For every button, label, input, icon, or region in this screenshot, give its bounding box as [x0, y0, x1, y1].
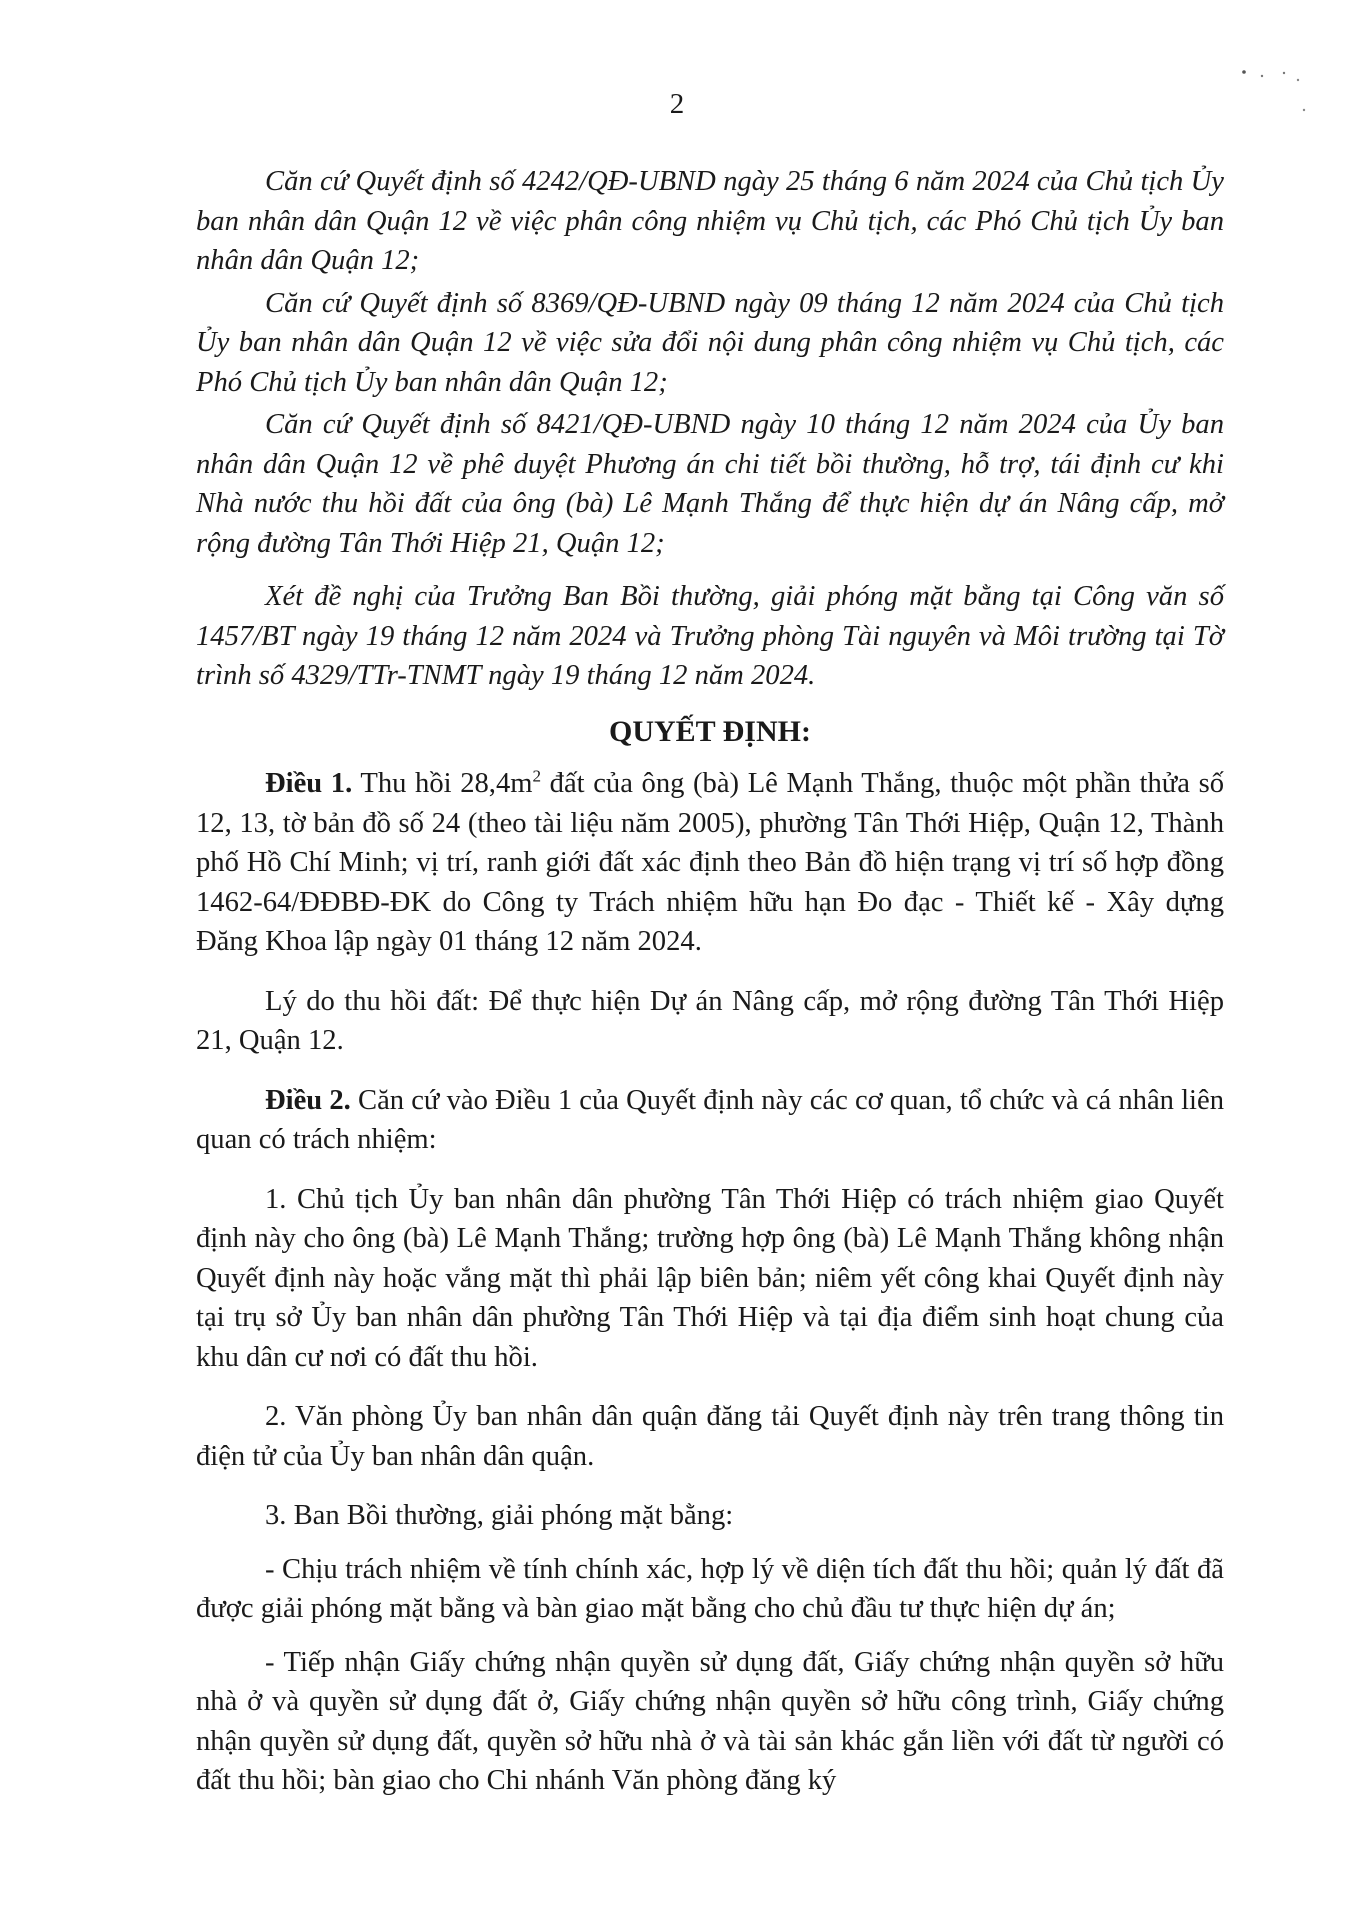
document-body — [196, 162, 1224, 1804]
decision-heading: QUYẾT ĐỊNH: — [609, 714, 811, 748]
article-2-item: 3. Ban Bồi thường, giải phóng mặt bằng: — [265, 1500, 734, 1531]
page-number: 2 — [669, 88, 685, 120]
article-1-reason: Lý do thu hồi đất: Để thực hiện Dự án Nâng cấp, mở rộng đường Tân Thới Hiệp 21, Quận 12. — [196, 985, 1224, 1056]
article-2-item: 1. Chủ tịch Ủy ban nhân dân phường Tân Thới Hiệp có trách nhiệm giao Quyết định này cho ông (bà) Lê Mạnh Thắng; trường hợp ông (bà) Lê Mạnh Thắng không nhận Quyết định này hoặc vắng mặt thì phải lập biên bản; niêm yết công khai Quyết định này tại trụ sở Ủy ban nhân dân phường Tân Thới Hiệp và tại địa điểm sinh hoạt chung của khu dân cư nơi có đất thu hồi. — [196, 1183, 1224, 1373]
preamble-paragraph: Xét đề nghị của Trưởng Ban Bồi thường, giải phóng mặt bằng tại Công văn số 1457/BT ngày 19 tháng 12 năm 2024 và Trưởng phòng Tài nguyên và Môi trường tại Tờ trình số 4329/TTr-TNMT ngày 19 tháng 12 năm 2024. — [196, 581, 1224, 691]
article-1-text-a: Thu hồi 28,4m — [352, 768, 533, 799]
article-2-text: Căn cứ vào Điều 1 của Quyết định này các cơ quan, tổ chức và cá nhân liên quan có trách nhiệm: — [196, 1084, 1224, 1155]
article-1-paragraph — [196, 764, 1224, 962]
article-2-paragraph — [196, 1081, 1224, 1160]
preamble-paragraph: Căn cứ Quyết định số 8421/QĐ-UBND ngày 10 tháng 12 năm 2024 của Ủy ban nhân dân Quận 12 về phê duyệt Phương án chi tiết bồi thường, hỗ trợ, tái định cư khi Nhà nước thu hồi đất của ông (bà) Lê Mạnh Thắng để thực hiện dự án Nâng cấp, mở rộng đường Tân Thới Hiệp 21, Quận 12; — [196, 409, 1224, 559]
article-2-item: - Chịu trách nhiệm về tính chính xác, hợp lý về diện tích đất thu hồi; quản lý đất đã được giải phóng mặt bằng và bàn giao mặt bằng cho chủ đầu tư thực hiện dự án; — [196, 1553, 1224, 1624]
article-1-label: Điều 1. — [265, 768, 353, 799]
area-unit-superscript: 2 — [532, 766, 542, 786]
article-1-text-b: đất của ông (bà) Lê Mạnh Thắng, thuộc một phần thửa số 12, 13, tờ bản đồ số 24 (theo tài liệu năm 2005), phường Tân Thới Hiệp, Quận 12, Thành phố Hồ Chí Minh; vị trí, ranh giới đất xác định theo Bản đồ hiện trạng vị trí số hợp đồng 1462-64/ĐĐBĐ-ĐK do Công ty Trách nhiệm hữu hạn Đo đạc - Thiết kế - Xây dựng Đăng Khoa lập ngày 01 tháng 12 năm 2024. — [196, 768, 1225, 957]
preamble-paragraph: Căn cứ Quyết định số 8369/QĐ-UBND ngày 09 tháng 12 năm 2024 của Chủ tịch Ủy ban nhân dân Quận 12 về việc sửa đổi nội dung phân công nhiệm vụ Chủ tịch, các Phó Chủ tịch Ủy ban nhân dân Quận 12; — [196, 287, 1224, 398]
article-2-item: 2. Văn phòng Ủy ban nhân dân quận đăng tải Quyết định này trên trang thông tin điện tử của Ủy ban nhân dân quận. — [196, 1401, 1224, 1472]
article-2-item: - Tiếp nhận Giấy chứng nhận quyền sử dụng đất, Giấy chứng nhận quyền sở hữu nhà ở và quyền sử dụng đất ở, Giấy chứng nhận quyền sở hữu công trình, Giấy chứng nhận quyền sử dụng đất, quyền sở hữu nhà ở và tài sản khác gắn liền với đất từ người có đất thu hồi; bàn giao cho Chi nhánh Văn phòng đăng ký — [196, 1646, 1224, 1796]
preamble-paragraph: Căn cứ Quyết định số 4242/QĐ-UBND ngày 25 tháng 6 năm 2024 của Chủ tịch Ủy ban nhân dân Quận 12 về việc phân công nhiệm vụ Chủ tịch, các Phó Chủ tịch Ủy ban nhân dân Quận 12; — [196, 166, 1224, 276]
article-2-label: Điều 2. — [265, 1084, 351, 1116]
